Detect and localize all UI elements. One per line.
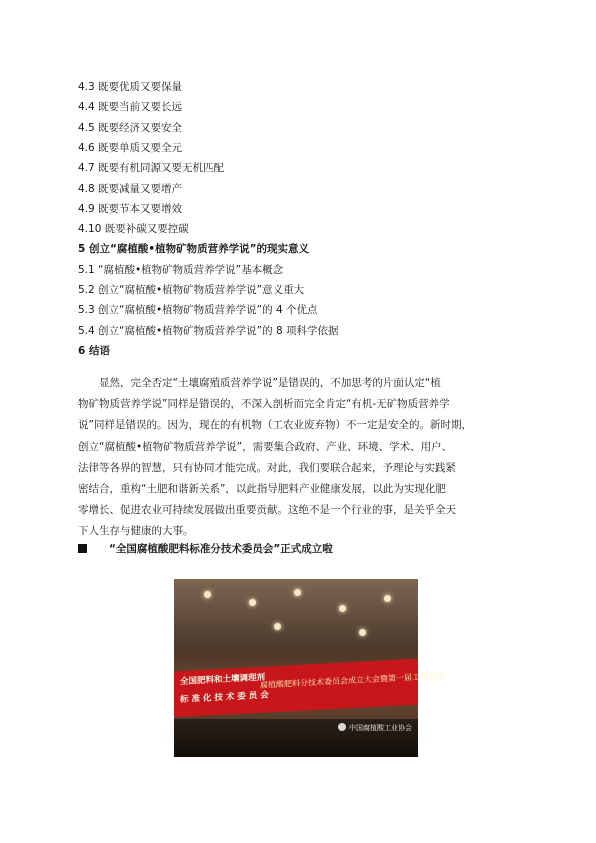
ceiling-lamp-icon [249,599,256,606]
conclusion-paragraph [78,373,518,543]
outline-item: 4.3 既要优质又要保量 [78,81,183,93]
banner-left-line2: 标 准 化 技 术 委 员 会 [180,690,269,706]
outline-item: 4.8 既要减量又要增产 [78,182,183,195]
outline-item: 5.2 创立“腐植酸•植物矿物质营养学说”意义重大 [78,284,305,296]
banner-left-line1: 全国肥料和土壤调理剂 [180,672,266,688]
paragraph-line: 下人生存与健康的大事。 [78,525,194,538]
section-heading: 5 创立“腐植酸•植物矿物质营养学说”的现实意义 [78,243,309,256]
announcement-text: “全国腐植酸肥料标准分技术委员会”正式成立啦 [109,543,333,555]
paragraph-line: 密结合，重构“土肥和谐新关系”，以此指导肥料产业健康发展，以此为实现化肥 [78,483,446,496]
announcement-heading [78,542,333,556]
outline-item: 4.9 既要节本又要增效 [78,202,183,215]
ceiling-lamp-icon [204,591,211,598]
outline-item: 4.6 既要单质又要全元 [78,141,183,154]
ceiling-lamp-icon [359,629,366,636]
outline-item: 5.4 创立“腐植酸•植物矿物质营养学说”的 8 项科学依据 [78,324,339,337]
paragraph-line: 零增长、促进农业可持续发展做出重要贡献。这绝不是一个行业的事，是关乎全天 [78,504,456,517]
red-banner [174,659,444,718]
watermark-text: 中国腐植酸工业协会 [349,724,412,732]
outline-item: 4.4 既要当前又要长远 [78,101,183,114]
outline-item: 4.7 既要有机同源又要无机匹配 [78,162,225,175]
paragraph-line: 说”同样是错误的。因为，现在的有机物（工农业废弃物）不一定是安全的。新时期， [78,419,472,432]
ceiling-lamp-icon [274,623,281,630]
outline-item: 5.3 创立“腐植酸•植物矿物质营养学说”的 4 个优点 [78,304,318,317]
watermark [338,723,412,733]
paragraph-line: 法律等各界的智慧，只有协同才能完成。对此，我们要联合起来，予理论与实践紧 [78,461,456,474]
paragraph-line: 物矿物质营养学说”同样是错误的，不深入剖析而完全肯定“有机-无矿物质营养学 [78,398,450,411]
ceremony-photo [174,579,444,757]
ceiling-lamp-icon [384,595,391,602]
paragraph-line: 显然，完全否定“土壤腐殖质营养学说”是错误的，不加思考的片面认定“植 [78,377,441,389]
ceiling-lamp-icon [294,589,301,596]
outline-item: 5.1 “腐植酸•植物矿物质营养学说”基本概念 [78,263,284,276]
wechat-icon [338,723,346,731]
banner-right-text: 腐植酸肥料分技术委员会成立大会暨第一届工作会议 [260,671,444,690]
paragraph-line: 创立“腐植酸•植物矿物质营养学说”，需要集合政府、产业、环境、学术、用户、 [78,440,453,453]
section-heading: 6 结语 [78,344,110,357]
square-bullet-icon [78,544,87,553]
outline-item: 4.10 既要补碳又要控碳 [78,223,189,236]
outline-item: 4.5 既要经济又要安全 [78,121,183,134]
ceiling-lamp-icon [339,605,346,612]
